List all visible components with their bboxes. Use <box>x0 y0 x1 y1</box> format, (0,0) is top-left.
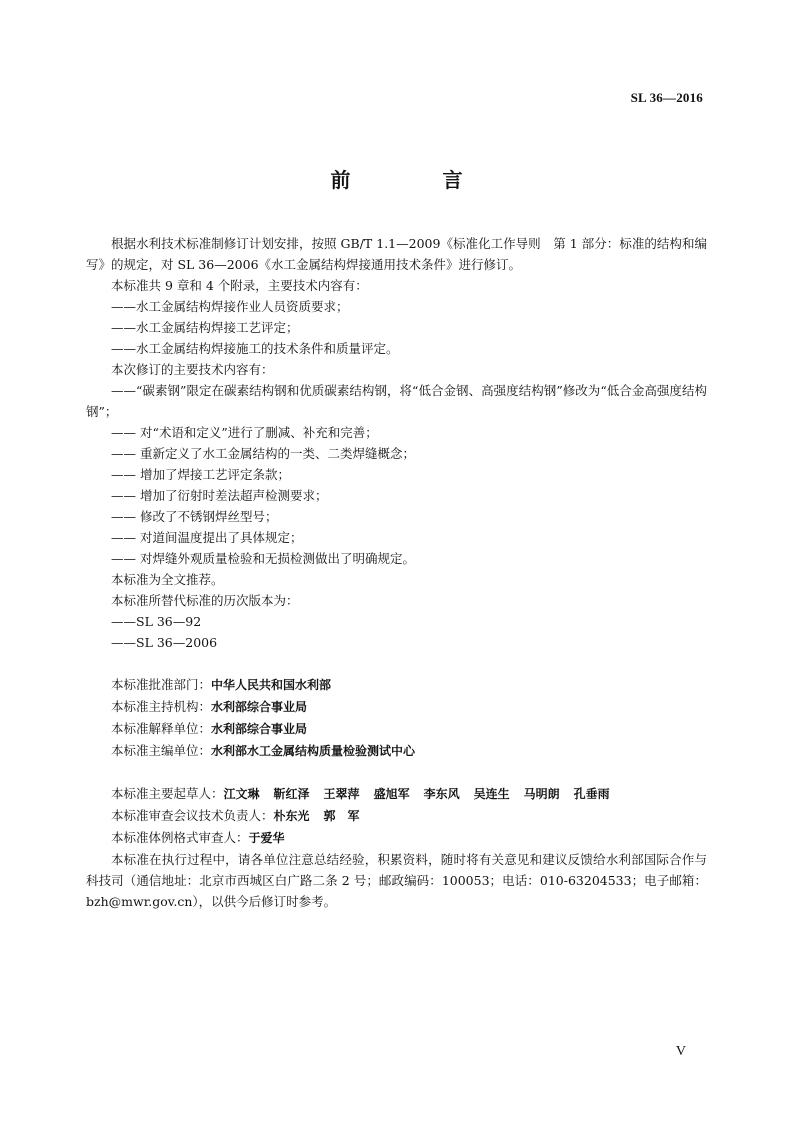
list-item: ——“碳素钢”限定在碳素结构钢和优质碳素结构钢，将“低合金钢、高强度结构钢”修改为“低合金高强度结构钢”； <box>86 383 707 419</box>
drafter-name: 盛旭军 <box>373 787 410 801</box>
chief-editor-unit <box>86 740 707 762</box>
list-item: —— 对焊缝外观质量检验和无损检测做出了明确规定。 <box>111 551 415 566</box>
approval-department-value: 中华人民共和国水利部 <box>211 678 332 692</box>
list-item: ——SL 36—92 <box>111 614 202 629</box>
paragraph-history-intro: 本标准所替代标准的历次版本为： <box>111 593 299 608</box>
drafter-name: 马明朗 <box>523 787 560 801</box>
page-title: 前 言 <box>330 168 499 192</box>
drafter-name: 江文琳 <box>223 787 260 801</box>
paragraph-revision-basis: 根据水利技术标准制修订计划安排，按照 GB/T 1.1—2009《标准化工作导则 第 1 部分：标准的结构和编写》的规定，对 SL 36—2006《水工金属结构焊接通用技术条件》进行修订。 <box>86 236 707 272</box>
list-item: ——SL 36—2006 <box>111 635 218 650</box>
drafter-name: 李东风 <box>423 787 460 801</box>
chief-editor-unit-label: 本标准主编单位： <box>111 743 212 758</box>
drafters <box>86 783 707 805</box>
list-item: —— 修改了不锈钢焊丝型号； <box>111 509 278 524</box>
reviewer-name: 朴东光 <box>273 809 310 823</box>
list-item: —— 对道间温度提出了具体规定； <box>111 530 303 545</box>
drafter-name: 王翠萍 <box>323 787 360 801</box>
interpretation-unit-label: 本标准解释单位： <box>111 721 212 736</box>
format-reviewer <box>86 827 707 849</box>
paragraph-contents-intro: 本标准共 9 章和 4 个附录，主要技术内容有： <box>111 278 368 293</box>
drafter-name: 靳红泽 <box>273 787 310 801</box>
list-item: ——水工金属结构焊接施工的技术条件和质量评定。 <box>111 341 399 356</box>
format-reviewer-name: 于爱华 <box>248 831 285 845</box>
standard-code: SL 36—2016 <box>630 90 703 105</box>
page-number: V <box>675 1044 686 1059</box>
list-item: —— 对“术语和定义”进行了删减、补充和完善； <box>111 425 378 440</box>
format-reviewer-label: 本标准体例格式审查人： <box>111 830 249 845</box>
drafter-name: 孔垂雨 <box>573 787 610 801</box>
interpretation-unit <box>86 718 707 740</box>
host-organization-value: 水利部综合事业局 <box>211 700 308 714</box>
drafters-label: 本标准主要起草人： <box>111 786 224 801</box>
list-item: ——水工金属结构焊接工艺评定； <box>111 320 299 335</box>
list-item: ——水工金属结构焊接作业人员资质要求； <box>111 299 349 314</box>
technical-reviewer <box>86 805 707 827</box>
paragraph-changes-intro: 本次修订的主要技术内容有： <box>111 362 274 377</box>
list-item: —— 重新定义了水工金属结构的一类、二类焊缝概念； <box>111 446 415 461</box>
chief-editor-unit-value: 水利部水工金属结构质量检验测试中心 <box>211 744 416 758</box>
list-item: —— 增加了焊接工艺评定条款； <box>111 467 290 482</box>
list-item: —— 增加了衍射时差法超声检测要求； <box>111 488 328 503</box>
host-organization <box>86 696 707 718</box>
paragraph-recommendation: 本标准为全文推荐。 <box>111 572 224 587</box>
host-organization-label: 本标准主持机构： <box>111 699 212 714</box>
interpretation-unit-value: 水利部综合事业局 <box>211 722 308 736</box>
reviewer-name: 郭 军 <box>323 809 360 823</box>
drafter-name: 吴连生 <box>473 787 510 801</box>
document-body <box>86 233 707 912</box>
approval-department-label: 本标准批准部门： <box>111 677 212 692</box>
paragraph-feedback: 本标准在执行过程中，请各单位注意总结经验，积累资料，随时将有关意见和建议反馈给水利部国际合作与科技司（通信地址：北京市西城区白广路二条 2 号；邮政编码：100053；电话：010-63204533；电子邮箱：bzh@mwr.gov.cn），以供今后修订时参考。 <box>86 852 707 909</box>
technical-reviewer-label: 本标准审查会议技术负责人： <box>111 808 274 823</box>
approval-department <box>86 674 707 696</box>
